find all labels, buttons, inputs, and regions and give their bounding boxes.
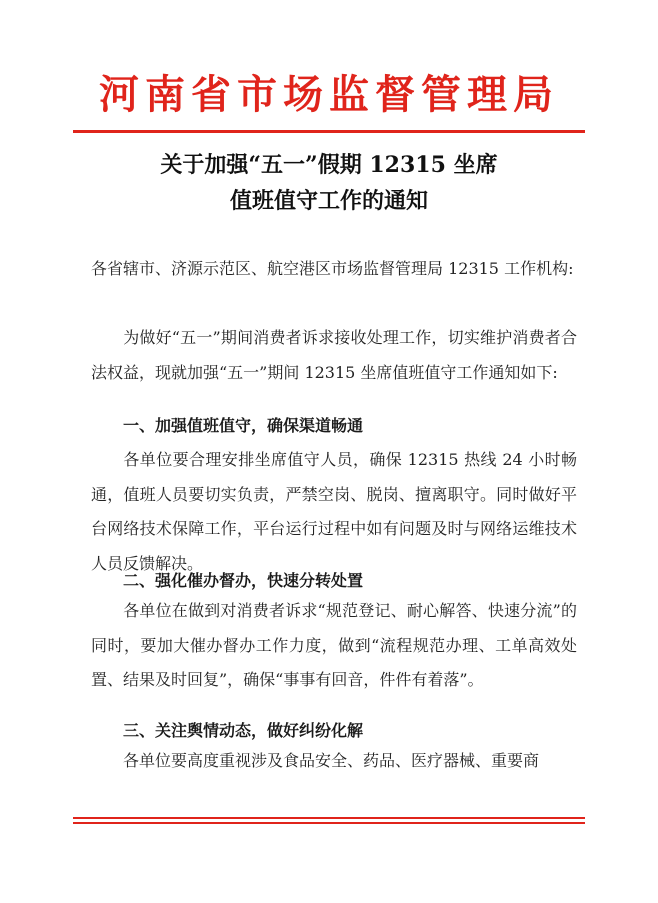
- document-title-line-1: 关于加强“五一”假期 12315 坐席: [160, 152, 498, 178]
- section-1-text: 各单位要合理安排坐席值守人员，确保 12315 热线 24 小时畅通，值班人员要切实负责，严禁空岗、脱岗、擅离职守。同时做好平台网络技术保障工作，平台运行过程中如有问题及时与网络运维技术人员反馈解决。: [91, 450, 577, 573]
- recipient-line: [91, 252, 577, 287]
- letterhead-red-rule: [73, 130, 585, 133]
- intro-paragraph: [91, 321, 577, 390]
- agency-letterhead: 河南省市场监督管理局: [99, 71, 559, 118]
- section-3-text: 各单位要高度重视涉及食品安全、药品、医疗器械、重要商: [123, 751, 540, 770]
- section-3-heading: 三、关注舆情动态，做好纠纷化解: [123, 721, 364, 740]
- section-2-text: 各单位在做到对消费者诉求“规范登记、耐心解答、快速分流”的同时，要加大催办督办工作力度，做到“流程规范办理、工单高效处置、结果及时回复”，确保“事事有回音，件件有着落”。: [91, 601, 577, 689]
- footer-red-rule-upper: [73, 817, 585, 819]
- footer-red-rule-lower: [73, 822, 585, 824]
- recipient-text: 各省辖市、济源示范区、航空港区市场监督管理局 12315 工作机构:: [91, 259, 574, 278]
- section-2-body: [91, 594, 577, 698]
- section-1-heading: 一、加强值班值守，确保渠道畅通: [123, 416, 364, 435]
- section-1-body: [91, 443, 577, 581]
- section-3-body: [91, 744, 577, 779]
- intro-text: 为做好“五一”期间消费者诉求接收处理工作，切实维护消费者合法权益，现就加强“五一”期间 12315 坐席值班值守工作通知如下:: [91, 328, 577, 382]
- document-title-line-2: 值班值守工作的通知: [229, 188, 428, 214]
- section-2-heading: 二、强化催办督办，快速分转处置: [123, 571, 364, 590]
